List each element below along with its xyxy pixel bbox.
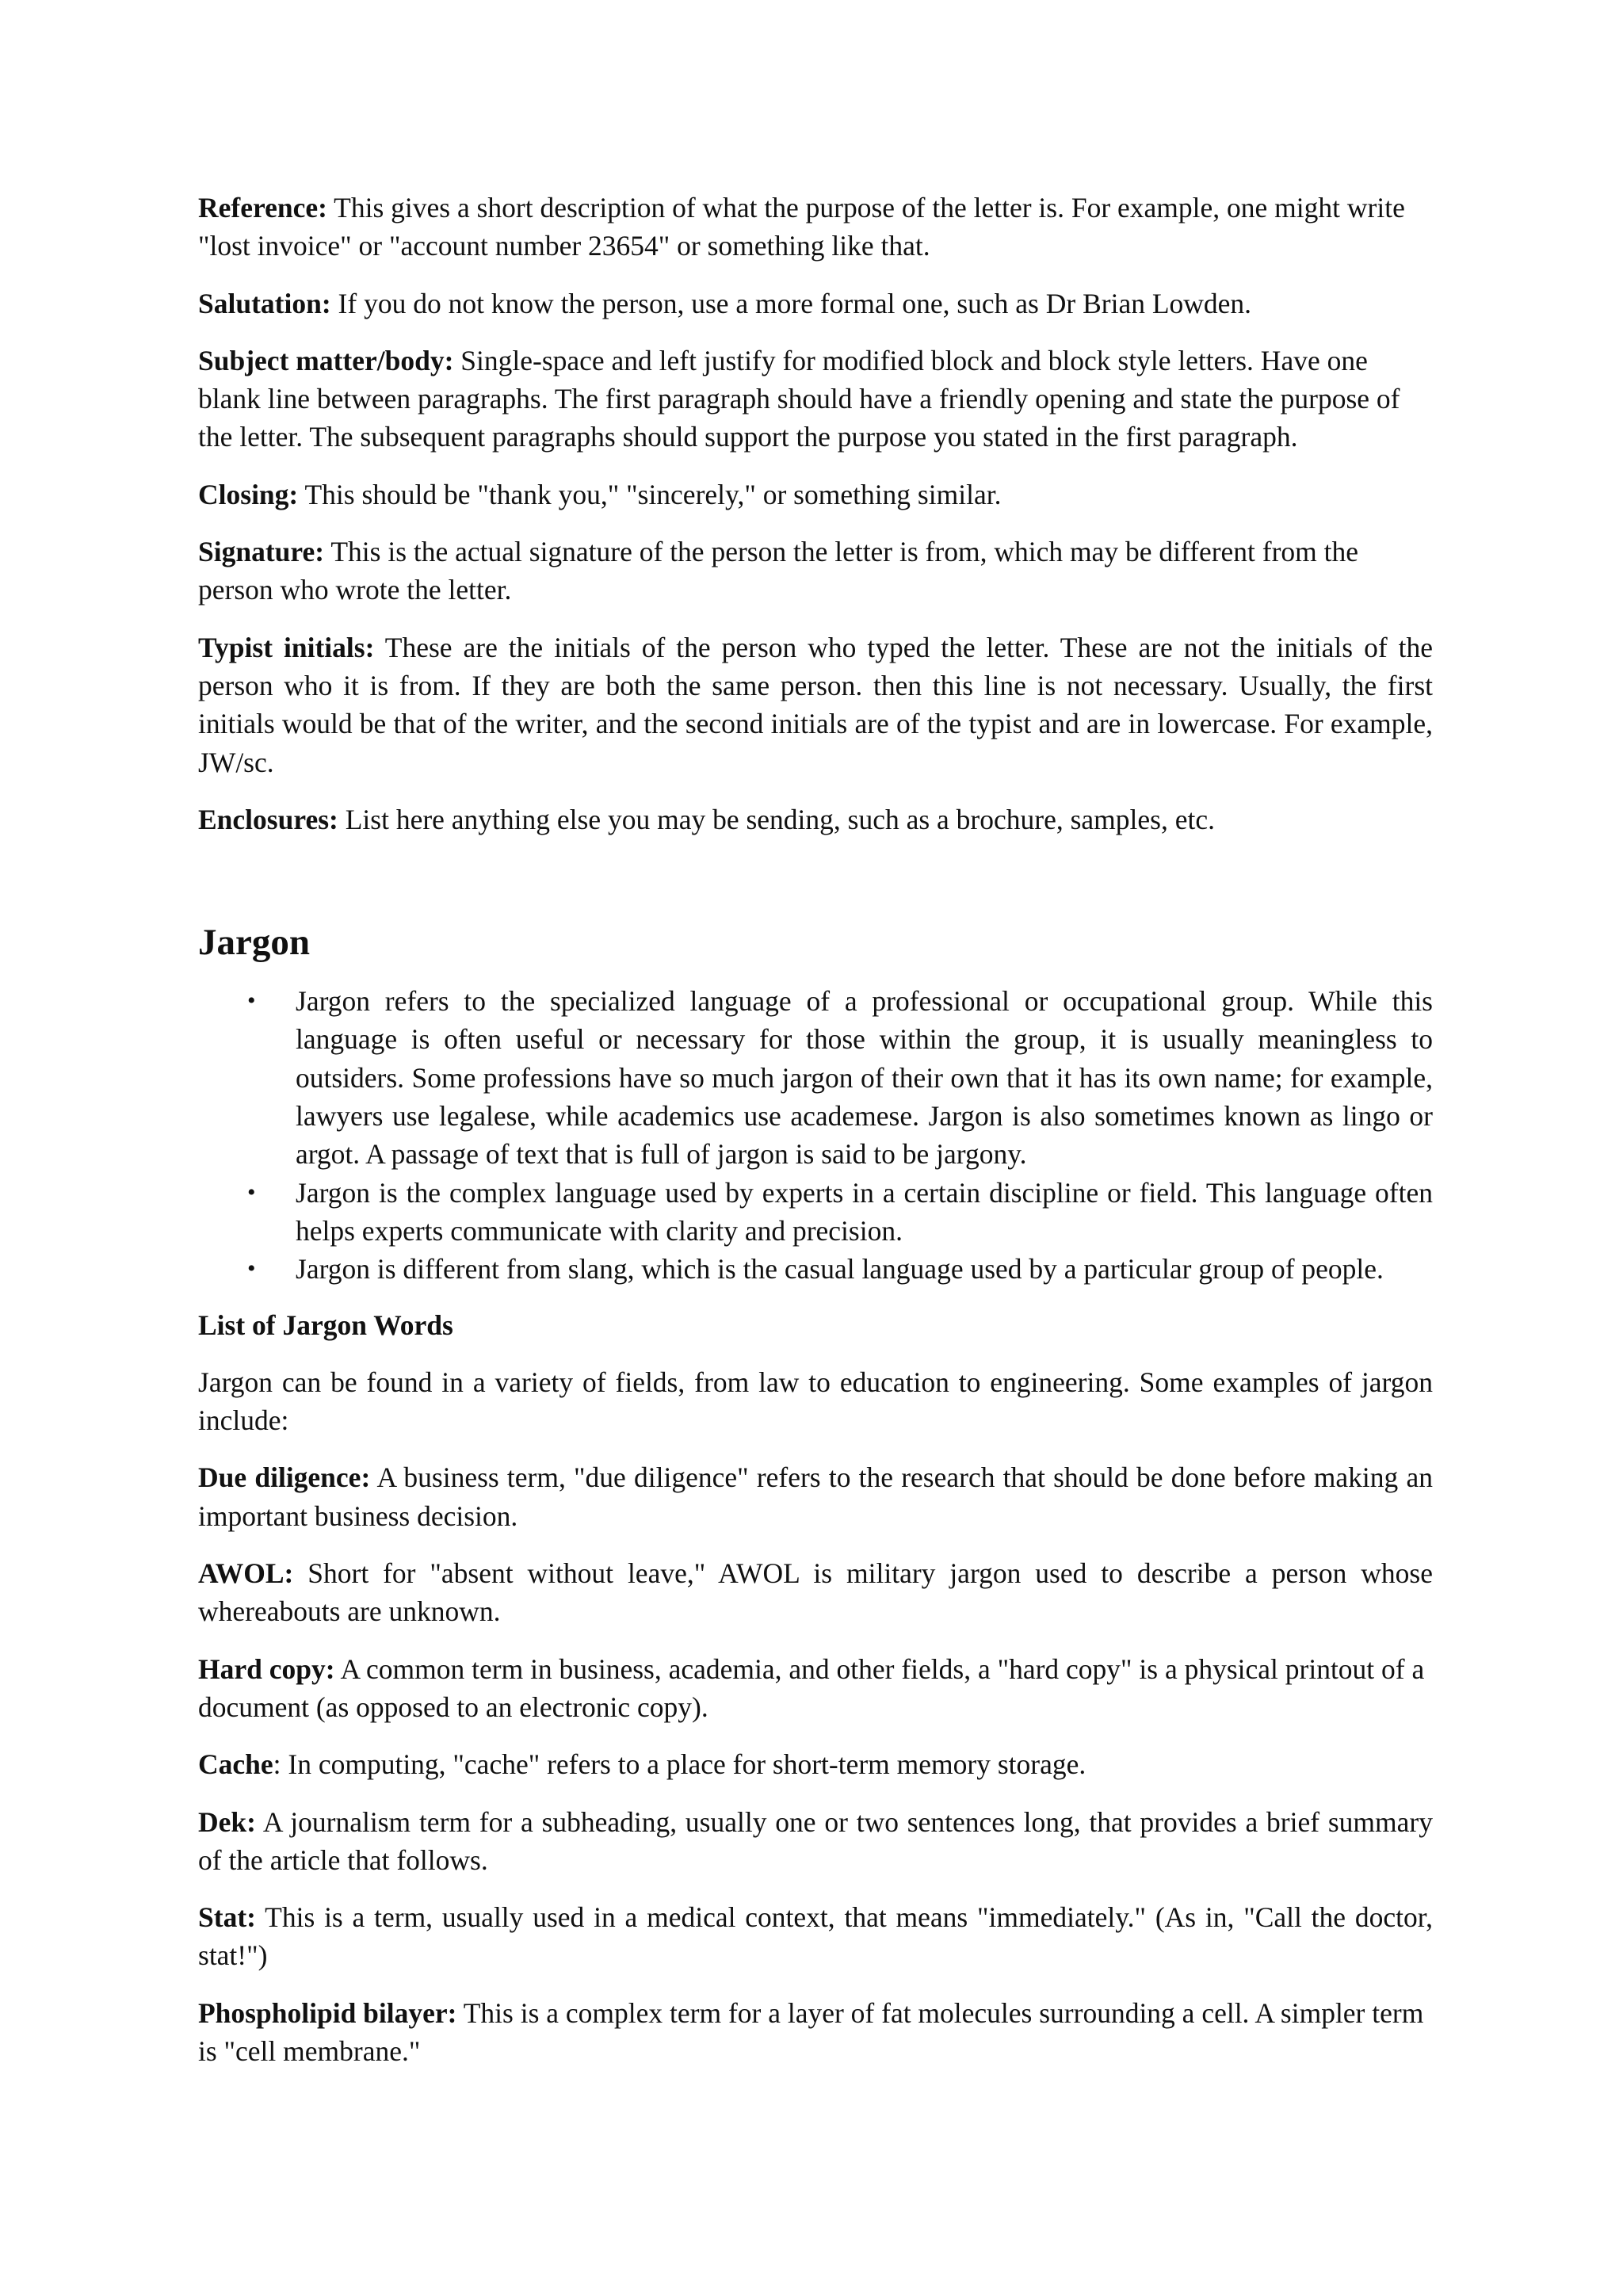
term-label: Dek: bbox=[198, 1805, 256, 1838]
term-description: A business term, "due diligence" refers to the research that should be done before making an important business decision. bbox=[198, 1461, 1433, 1532]
term-label: Cache bbox=[198, 1748, 273, 1781]
term-description: A common term in business, academia, and other fields, a "hard copy" is a physical printout of a document (as opposed to an electronic copy). bbox=[198, 1652, 1425, 1723]
bullet-icon: • bbox=[247, 1179, 256, 1205]
term-description: A journalism term for a subheading, usually one or two sentences long, that provides a brief summary of the article that follows. bbox=[198, 1805, 1433, 1876]
term-label: Closing: bbox=[198, 478, 299, 510]
term-description: This should be "thank you," "sincerely," or something similar. bbox=[298, 478, 1002, 510]
term-label: Reference: bbox=[198, 192, 327, 223]
term-label: Phospholipid bilayer: bbox=[198, 1996, 457, 2029]
bullet-text: Jargon refers to the specialized language of a professional or occupational group. While this language is often useful or necessary for those within the group, it is usually meaningless to outsiders. Some professions have so much jargon of their own that it has its own name; for example, lawyers use legalese, while academics use academese. Jargon is also sometimes known as lingo or argot. A passage of text that is full of jargon is said to be jargony. bbox=[296, 985, 1433, 1171]
jargon-example-dek bbox=[198, 1803, 1433, 1880]
letter-part-salutation bbox=[198, 285, 1433, 323]
term-description: Single-space and left justify for modified block and block style letters. Have one blank line between paragraphs. The first paragraph should have a friendly opening and state the purpose of the letter. The subsequent paragraphs should support the purpose you stated in the first paragraph. bbox=[198, 344, 1400, 453]
letter-part-typist-initials bbox=[198, 628, 1433, 781]
term-label: Stat: bbox=[198, 1901, 256, 1934]
letter-part-signature bbox=[198, 533, 1433, 609]
term-label: Hard copy: bbox=[198, 1652, 335, 1685]
term-label: Enclosures: bbox=[198, 803, 338, 835]
term-description: These are the initials of the person who typed the letter. These are not the initials of the person who it is from. If they are both the same person. then this line is not necessary. Usually, the first initials would be that of the writer, and the second initials are of the typist and are in lowercase. For example, JW/sc. bbox=[198, 631, 1433, 778]
term-label: AWOL: bbox=[198, 1557, 294, 1590]
bullet-text: Jargon is the complex language used by experts in a certain discipline or field. This language often helps experts communicate with clarity and precision. bbox=[296, 1176, 1433, 1247]
list-of-jargon-words-heading: List of Jargon Words bbox=[198, 1308, 453, 1341]
jargon-example-awol bbox=[198, 1554, 1433, 1631]
document-page bbox=[198, 189, 1433, 2089]
term-description: : In computing, "cache" refers to a place for short-term memory storage. bbox=[273, 1748, 1086, 1781]
letter-part-reference bbox=[198, 189, 1433, 266]
term-description: Short for "absent without leave," AWOL is military jargon used to describe a person whose whereabouts are unknown. bbox=[198, 1557, 1433, 1628]
list-item bbox=[198, 982, 1433, 1173]
term-label: Signature: bbox=[198, 536, 325, 568]
letter-part-enclosures bbox=[198, 800, 1433, 839]
term-description: This is the actual signature of the person the letter is from, which may be different from the person who wrote the letter. bbox=[198, 536, 1359, 606]
term-label: Due diligence: bbox=[198, 1461, 371, 1494]
jargon-bullet-list bbox=[198, 982, 1433, 1288]
letter-part-closing bbox=[198, 476, 1433, 514]
term-label: Subject matter/body: bbox=[198, 344, 454, 376]
jargon-example-stat bbox=[198, 1898, 1433, 1975]
bullet-icon: • bbox=[247, 1255, 256, 1282]
list-item bbox=[198, 1174, 1433, 1251]
list-item bbox=[198, 1250, 1433, 1288]
section-heading-jargon: Jargon bbox=[198, 922, 310, 964]
term-description: This gives a short description of what the purpose of the letter is. For example, one might write "lost invoice" or "account number 23654" or something like that. bbox=[198, 192, 1405, 262]
jargon-example-cache bbox=[198, 1745, 1433, 1783]
term-description: If you do not know the person, use a more formal one, such as Dr Brian Lowden. bbox=[330, 287, 1252, 319]
jargon-example-hard-copy bbox=[198, 1650, 1433, 1727]
term-description: List here anything else you may be sending, such as a brochure, samples, etc. bbox=[338, 803, 1215, 835]
term-description: This is a term, usually used in a medical context, that means "immediately." (As in, "Call the doctor, stat!") bbox=[198, 1901, 1433, 1972]
jargon-example-due-diligence bbox=[198, 1458, 1433, 1535]
term-label: Typist initials: bbox=[198, 631, 375, 663]
term-description: This is a complex term for a layer of fat molecules surrounding a cell. A simpler term is "cell membrane." bbox=[198, 1996, 1424, 2067]
bullet-text: Jargon is different from slang, which is the casual language used by a particular group of people. bbox=[296, 1253, 1384, 1286]
term-label: Salutation: bbox=[198, 287, 331, 319]
letter-part-subject-matter bbox=[198, 342, 1433, 457]
jargon-example-phospholipid-bilayer bbox=[198, 1994, 1433, 2071]
jargon-intro: Jargon can be found in a variety of fields, from law to education to engineering. Some examples of jargon include: bbox=[198, 1366, 1433, 1437]
bullet-icon: • bbox=[247, 988, 256, 1014]
